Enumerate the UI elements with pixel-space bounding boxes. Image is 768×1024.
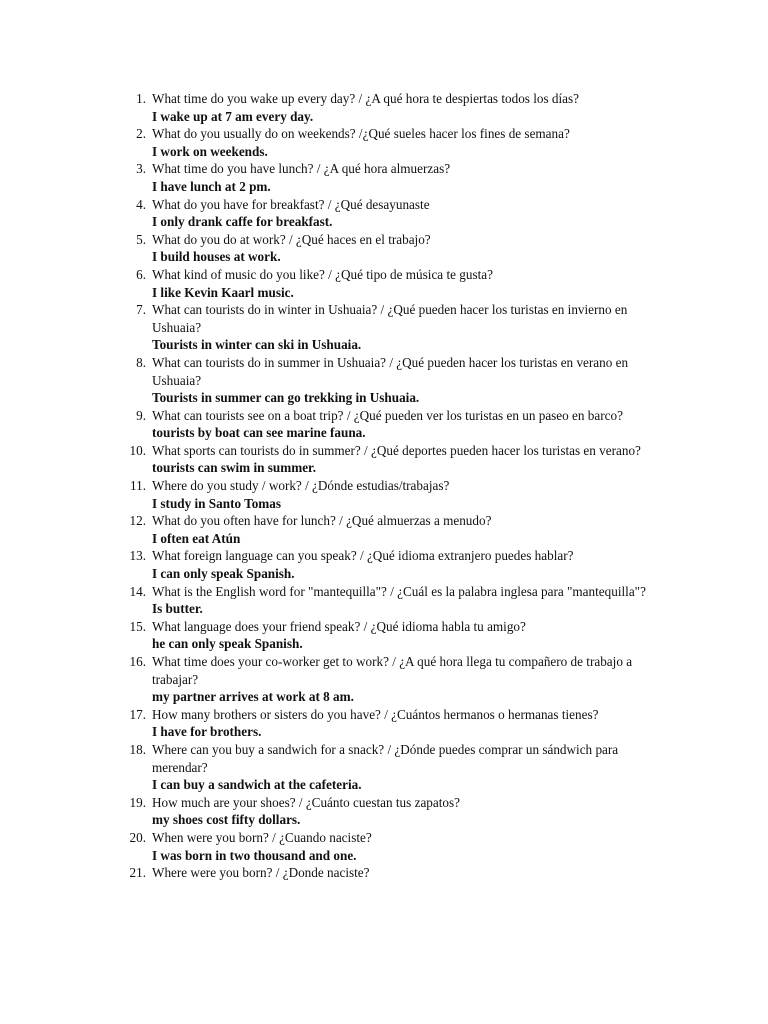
item-number: 12. [129,513,146,529]
answer-text: tourists can swim in summer. [152,460,316,476]
question-text: Where do you study / work? / ¿Dónde estudias/trabajas? [152,478,450,494]
list-item [0,706,768,741]
question-text: What is the English word for "mantequilla"? / ¿Cuál es la palabra inglesa para "mantequilla"? [152,583,646,599]
list-item [0,442,768,477]
question-text: What do you do at work? / ¿Qué haces en el trabajo? [152,231,431,247]
answer-text: my shoes cost fifty dollars. [152,812,301,828]
answer-text: I only drank caffe for breakfast. [152,214,333,230]
document-page [0,90,768,882]
item-number: 18. [129,741,146,757]
item-number: 19. [129,794,146,810]
question-text: What do you often have for lunch? / ¿Qué almuerzas a menudo? [152,513,492,529]
list-item [0,160,768,195]
answer-text: I wake up at 7 am every day. [152,108,314,124]
list-item [0,583,768,618]
question-text: What can tourists do in winter in Ushuaia? / ¿Qué pueden hacer los turistas en invierno en Ushuaia? [152,302,628,335]
answer-text: Is butter. [152,601,203,617]
list-item [0,741,768,794]
answer-text: Tourists in winter can ski in Ushuaia. [152,337,362,353]
question-text: What foreign language can you speak? / ¿Qué idioma extranjero puedes hablar? [152,548,574,564]
item-number: 15. [129,618,146,634]
item-number: 5. [136,231,146,247]
list-item [0,231,768,266]
question-text: What can tourists see on a boat trip? / ¿Qué pueden ver los turistas en un paseo en barco? [152,407,623,423]
question-text: Where were you born? / ¿Donde naciste? [152,865,370,881]
item-number: 13. [129,548,146,564]
answer-text: I often eat Atún [152,530,241,546]
question-text: What do you usually do on weekends? /¿Qué sueles hacer los fines de semana? [152,126,570,142]
list-item [0,653,768,706]
item-number: 6. [136,266,146,282]
list-item [0,618,768,653]
list-item [0,864,768,882]
list-item [0,829,768,864]
question-text: When were you born? / ¿Cuando naciste? [152,829,372,845]
item-number: 10. [129,442,146,458]
answer-text: Tourists in summer can go trekking in Ushuaia. [152,390,420,406]
answer-text: I can buy a sandwich at the cafeteria. [152,777,362,793]
list-item [0,547,768,582]
list-item [0,301,768,354]
item-number: 9. [136,407,146,423]
item-number: 8. [136,354,146,370]
list-item [0,354,768,407]
answer-text: I have for brothers. [152,724,262,740]
list-item [0,90,768,125]
question-text: What time does your co-worker get to work? / ¿A qué hora llega tu compañero de trabajo a trabajar? [152,654,633,687]
answer-text: I work on weekends. [152,143,268,159]
question-text: What can tourists do in summer in Ushuaia? / ¿Qué pueden hacer los turistas en verano en Ushuaia? [152,354,629,388]
item-number: 11. [130,478,146,494]
item-number: 14. [129,583,146,599]
item-number: 2. [136,126,146,142]
answer-text: I study in Santo Tomas [152,495,282,511]
question-text: What sports can tourists do in summer? / ¿Qué deportes pueden hacer los turistas en verano? [152,442,641,458]
item-number: 17. [129,706,146,722]
answer-text: he can only speak Spanish. [152,636,303,652]
list-item [0,266,768,301]
list-item [0,196,768,231]
question-text: Where can you buy a sandwich for a snack? / ¿Dónde puedes comprar un sándwich para merendar? [152,741,619,775]
list-item [0,794,768,829]
list-item [0,125,768,160]
answer-text: I build houses at work. [152,249,281,265]
question-text: What time do you wake up every day? / ¿A qué hora te despiertas todos los días? [152,91,580,106]
question-text: What language does your friend speak? / ¿Qué idioma habla tu amigo? [152,618,526,634]
answer-text: I have lunch at 2 pm. [152,178,271,194]
item-number: 4. [136,196,146,212]
answer-text: I can only speak Spanish. [152,566,295,582]
question-text: What time do you have lunch? / ¿A qué hora almuerzas? [152,161,451,177]
list-item [0,512,768,547]
item-number: 16. [129,654,146,669]
answer-text: tourists by boat can see marine fauna. [152,425,366,441]
item-number: 21. [129,865,146,881]
list-item [0,477,768,512]
item-number: 3. [136,161,146,177]
item-number: 7. [136,302,146,318]
answer-text: I was born in two thousand and one. [152,847,357,863]
item-number: 20. [129,829,146,845]
question-text: What do you have for breakfast? / ¿Qué desayunaste [152,196,430,212]
list-item [0,407,768,442]
question-text: How much are your shoes? / ¿Cuánto cuestan tus zapatos? [152,794,460,810]
question-text: How many brothers or sisters do you have? / ¿Cuántos hermanos o hermanas tienes? [152,706,599,722]
question-text: What kind of music do you like? / ¿Qué tipo de música te gusta? [152,266,493,282]
answer-text: my partner arrives at work at 8 am. [152,689,354,705]
item-number: 1. [136,91,146,106]
answer-text: I like Kevin Kaarl music. [152,284,294,300]
